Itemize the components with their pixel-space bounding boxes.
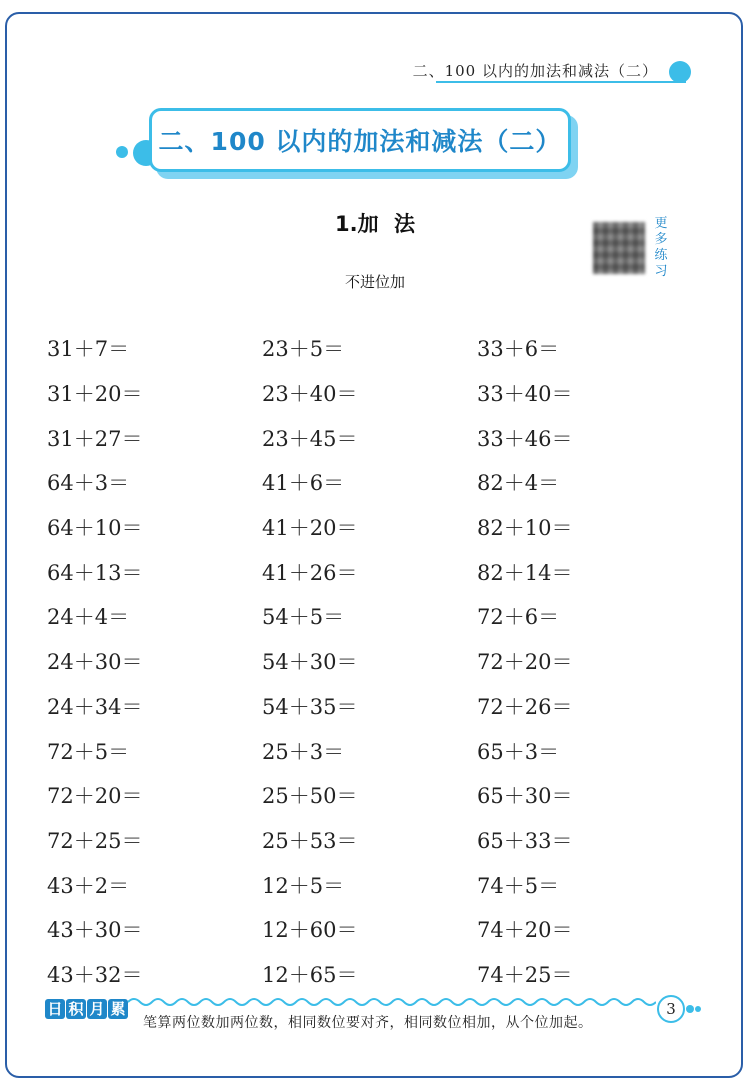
exercise-row	[47, 371, 707, 416]
exercise-item: 24＋30＝	[47, 650, 143, 675]
exercise-item: 65＋33＝	[477, 828, 573, 853]
exercise-row	[47, 862, 707, 907]
exercise-row	[47, 952, 707, 997]
exercise-row	[47, 594, 707, 639]
exercise-row	[47, 415, 707, 460]
exercise-item: 74＋25＝	[477, 962, 573, 987]
exercise-item: 31＋20＝	[47, 382, 143, 407]
footer-tag	[45, 999, 129, 1019]
exercise-item: 64＋3＝	[47, 471, 130, 496]
exercise-item: 43＋30＝	[47, 918, 143, 943]
footer-wave-divider	[128, 996, 656, 1008]
exercise-item: 72＋25＝	[47, 828, 143, 853]
exercise-item: 72＋6＝	[477, 605, 560, 630]
exercise-item: 82＋10＝	[477, 516, 573, 541]
exercise-item: 82＋4＝	[477, 471, 560, 496]
exercise-item: 24＋34＝	[47, 694, 143, 719]
chapter-title: 二、100 以内的加法和减法（二）	[158, 127, 562, 156]
exercise-item: 23＋45＝	[262, 426, 358, 451]
exercise-item: 25＋3＝	[262, 739, 345, 764]
exercise-row	[47, 326, 707, 371]
qr-code-image[interactable]	[593, 222, 645, 274]
exercise-row	[47, 549, 707, 594]
exercise-item: 72＋20＝	[47, 784, 143, 809]
qr-label: 更多练习	[654, 216, 668, 279]
running-head-rule	[436, 81, 686, 83]
page-number: 3	[657, 995, 685, 1023]
footer-tip: 笔算两位数加两位数，相同数位要对齐，相同数位相加，从个位加起。	[143, 1015, 593, 1031]
page-number-dot	[695, 1006, 701, 1012]
exercise-grid	[47, 326, 707, 996]
exercise-item: 25＋50＝	[262, 784, 358, 809]
exercise-row	[47, 684, 707, 729]
footer-tag-char: 月	[87, 999, 107, 1019]
exercise-row	[47, 460, 707, 505]
exercise-item: 41＋26＝	[262, 560, 358, 585]
exercise-item: 23＋5＝	[262, 337, 345, 362]
exercise-row	[47, 773, 707, 818]
exercise-item: 72＋20＝	[477, 650, 573, 675]
exercise-item: 24＋4＝	[47, 605, 130, 630]
exercise-item: 31＋27＝	[47, 426, 143, 451]
running-head: 二、100 以内的加法和减法（二）	[412, 62, 658, 80]
exercise-item: 41＋6＝	[262, 471, 345, 496]
page-number-dot	[686, 1005, 694, 1013]
exercise-item: 64＋13＝	[47, 560, 143, 585]
section-title: 1.加 法	[335, 212, 415, 236]
exercise-item: 54＋35＝	[262, 694, 358, 719]
running-head-dot	[669, 61, 691, 83]
exercise-item: 31＋7＝	[47, 337, 130, 362]
exercise-item: 43＋2＝	[47, 873, 130, 898]
section-subtitle: 不进位加	[344, 273, 405, 291]
exercise-item: 65＋3＝	[477, 739, 560, 764]
exercise-item: 33＋40＝	[477, 382, 573, 407]
exercise-item: 12＋5＝	[262, 873, 345, 898]
exercise-item: 41＋20＝	[262, 516, 358, 541]
exercise-item: 82＋14＝	[477, 560, 573, 585]
exercise-item: 72＋5＝	[47, 739, 130, 764]
exercise-item: 54＋5＝	[262, 605, 345, 630]
exercise-item: 72＋26＝	[477, 694, 573, 719]
exercise-item: 12＋60＝	[262, 918, 358, 943]
footer-tag-char: 累	[108, 999, 128, 1019]
exercise-item: 54＋30＝	[262, 650, 358, 675]
exercise-item: 74＋5＝	[477, 873, 560, 898]
exercise-item: 65＋30＝	[477, 784, 573, 809]
exercise-item: 25＋53＝	[262, 828, 358, 853]
footer-tag-char: 日	[45, 999, 65, 1019]
exercise-item: 43＋32＝	[47, 962, 143, 987]
exercise-item: 74＋20＝	[477, 918, 573, 943]
exercise-item: 23＋40＝	[262, 382, 358, 407]
chapter-title-box	[149, 108, 571, 172]
exercise-item: 64＋10＝	[47, 516, 143, 541]
exercise-row	[47, 907, 707, 952]
exercise-item: 33＋6＝	[477, 337, 560, 362]
exercise-row	[47, 639, 707, 684]
exercise-item: 12＋65＝	[262, 962, 358, 987]
footer-tag-char: 积	[66, 999, 86, 1019]
exercise-item: 33＋46＝	[477, 426, 573, 451]
title-decor-dot-small	[116, 146, 128, 158]
exercise-row	[47, 818, 707, 863]
exercise-row	[47, 728, 707, 773]
exercise-row	[47, 505, 707, 550]
